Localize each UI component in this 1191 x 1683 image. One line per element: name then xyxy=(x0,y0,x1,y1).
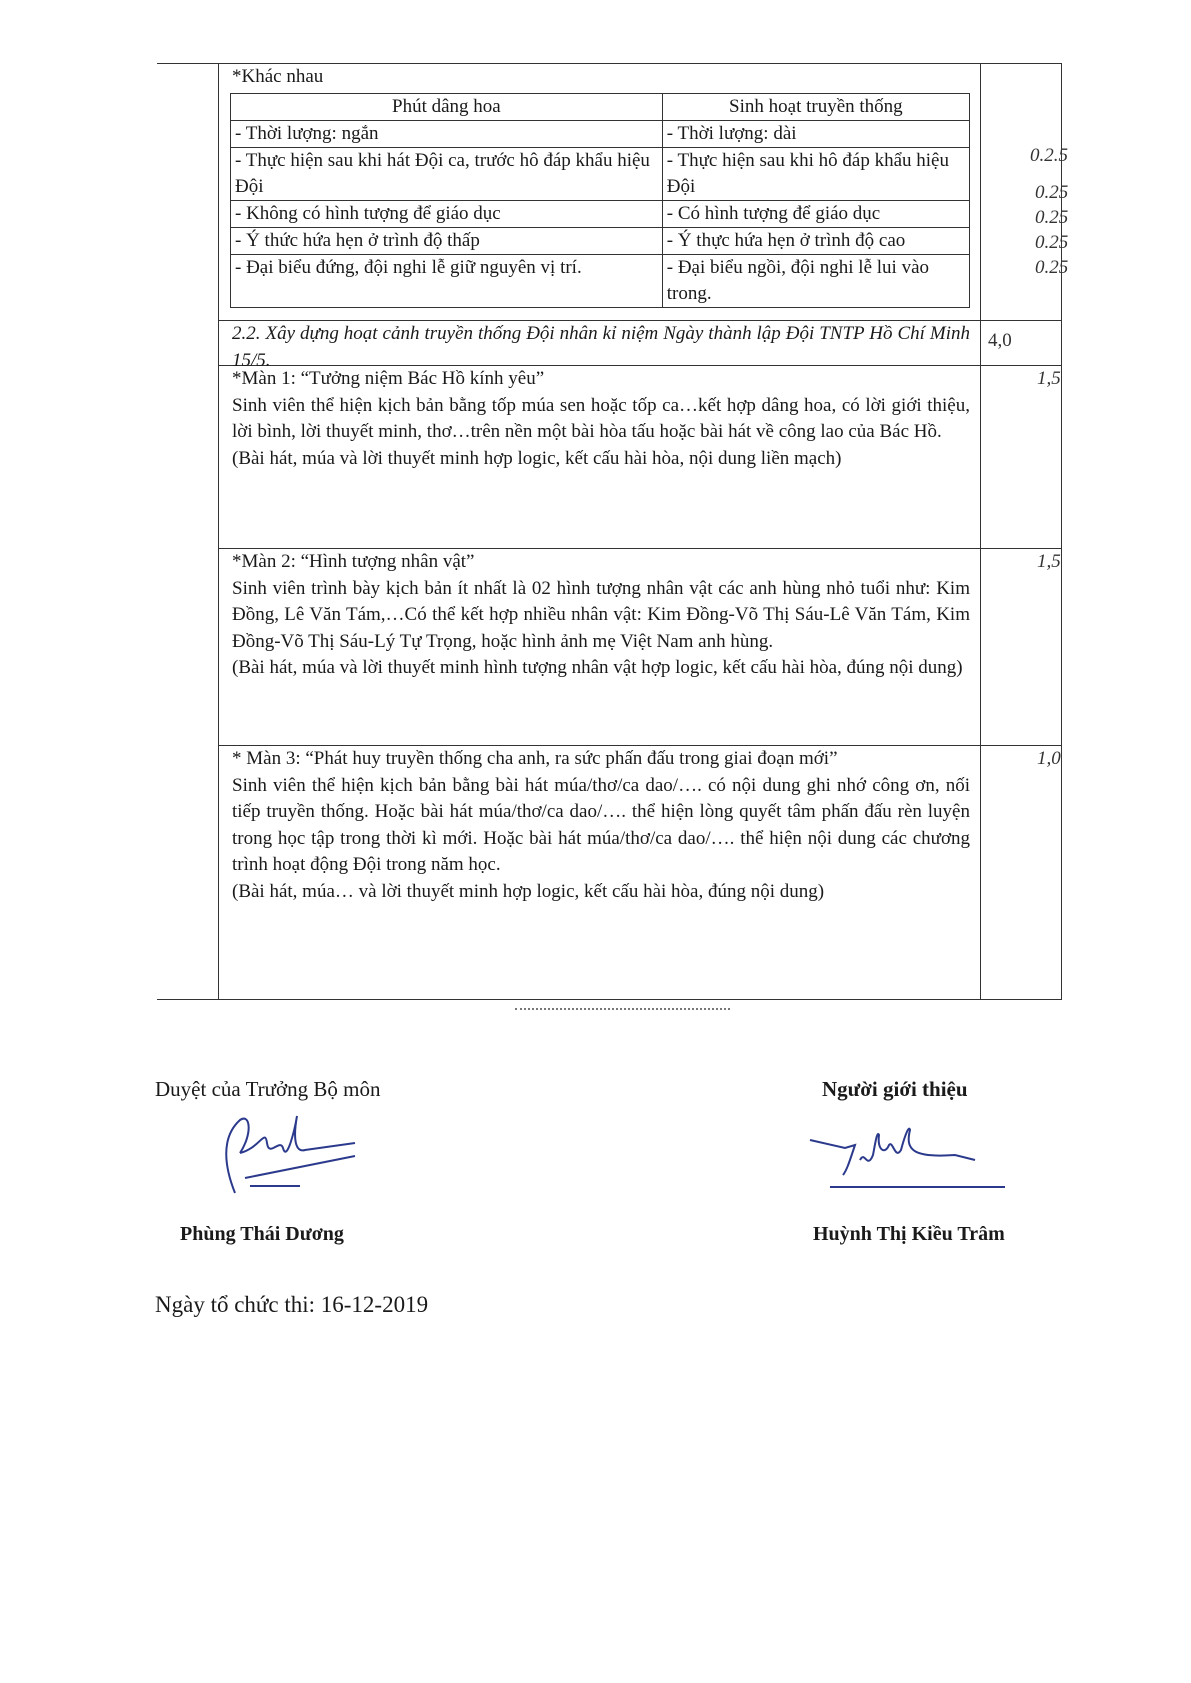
scene-body: Sinh viên trình bày kịch bản ít nhất là 02 hình tượng nhân vật các anh hùng nhỏ tuổi như: Kim Đồng, Lê Văn Tám,…Có thể kết hợp nhiều nhân vật: Kim Đồng-Võ Thị Sáu-Lê Văn Tám, Kim Đồng-Võ Thị Sáu-Lý Tự Trọng, hoặc hình ảnh mẹ Việt Nam anh hùng. xyxy=(232,577,970,652)
scene-3 xyxy=(232,746,970,905)
score: 1,0 xyxy=(1037,748,1061,769)
comparison-cell: - Thực hiện sau khi hô đáp khẩu hiệu Đội xyxy=(662,148,969,201)
scene-note: (Bài hát, múa và lời thuyết minh hình tượng nhân vật hợp logic, kết cấu hài hòa, đúng nội dung) xyxy=(232,657,963,678)
scene-body: Sinh viên thể hiện kịch bản bằng bài hát múa/thơ/ca dao/…. có nội dung ghi nhớ công ơn, nối tiếp truyền thống. Hoặc bài hát múa/thơ/ca dao/…. thể hiện lòng quyết tâm phấn đấu rèn luyện trong học tập trong thời kì mới. Hoặc bài hát múa/thơ/ca dao/…. thể hiện nội dung các chương trình hoạt động Đội trong năm học. xyxy=(232,774,970,875)
comparison-heading: *Khác nhau xyxy=(232,66,324,87)
column-divider xyxy=(980,63,981,1000)
score: 0.25 xyxy=(1035,182,1069,203)
score: 0.25 xyxy=(1035,232,1069,253)
comparison-cell: - Có hình tượng để giáo dục xyxy=(662,201,969,228)
scene-title: * Màn 3: “Phát huy truyền thống cha anh, ra sức phấn đấu trong giai đoạn mới” xyxy=(232,748,838,769)
exam-date: Ngày tổ chức thi: 16-12-2019 xyxy=(155,1292,429,1317)
column-header: Phút dâng hoa xyxy=(231,94,663,121)
approver-signature xyxy=(205,1108,395,1203)
introducer-title: Người giới thiệu xyxy=(822,1077,968,1101)
section-title: 2.2. Xây dựng hoạt cảnh truyền thống Đội nhân kỉ niệm Ngày thành lập Đội TNTP Hồ Chí Minh 15/5. xyxy=(232,323,970,371)
scene-note: (Bài hát, múa và lời thuyết minh hợp logic, kết cấu hài hòa, nội dung liền mạch) xyxy=(232,447,842,469)
scene-body: Sinh viên thể hiện kịch bản bằng tốp múa sen hoặc tốp ca…kết hợp dâng hoa, có lời giới thiệu, lời bình, lời thuyết minh, thơ…trên nền một bài hòa tấu hoặc bài hát về công lao của Bác Hồ. xyxy=(232,394,970,442)
comparison-cell: - Ý thực hứa hẹn ở trình độ cao xyxy=(662,228,969,255)
score: 0.25 xyxy=(1035,257,1069,278)
comparison-cell: - Thời lượng: dài xyxy=(662,121,969,148)
introducer-signature xyxy=(805,1120,1015,1200)
comparison-cell: - Thời lượng: ngắn xyxy=(231,121,663,148)
comparison-cell: - Không có hình tượng để giáo dục xyxy=(231,201,663,228)
section-score: 4,0 xyxy=(988,330,1012,351)
scene-title: *Màn 2: “Hình tượng nhân vật” xyxy=(232,551,475,572)
scene-title: *Màn 1: “Tưởng niệm Bác Hồ kính yêu” xyxy=(232,368,545,389)
comparison-cell: - Thực hiện sau khi hát Đội ca, trước hô đáp khẩu hiệu Đội xyxy=(231,148,663,201)
score: 1,5 xyxy=(1037,551,1061,572)
scene-1 xyxy=(232,366,970,472)
comparison-table xyxy=(230,93,970,308)
scene-note: (Bài hát, múa… và lời thuyết minh hợp logic, kết cấu hài hòa, đúng nội dung) xyxy=(232,880,825,902)
introducer-name: Huỳnh Thị Kiều Trâm xyxy=(813,1223,1005,1245)
comparison-cell: - Đại biểu đứng, đội nghi lễ giữ nguyên vị trí. xyxy=(231,255,663,308)
column-divider xyxy=(218,63,219,1000)
approver-title: Duyệt của Trưởng Bộ môn xyxy=(155,1077,381,1101)
score: 1,5 xyxy=(1037,368,1061,389)
comparison-cell: - Ý thức hứa hẹn ở trình độ thấp xyxy=(231,228,663,255)
comparison-cell: - Đại biểu ngồi, đội nghi lễ lui vào trong. xyxy=(662,255,969,308)
scene-2 xyxy=(232,549,970,682)
score: 0.2.5 xyxy=(1030,145,1068,166)
score: 0.25 xyxy=(1035,207,1069,228)
approver-name: Phùng Thái Dương xyxy=(180,1223,344,1245)
end-divider xyxy=(515,1008,730,1010)
column-header: Sinh hoạt truyền thống xyxy=(662,94,969,121)
